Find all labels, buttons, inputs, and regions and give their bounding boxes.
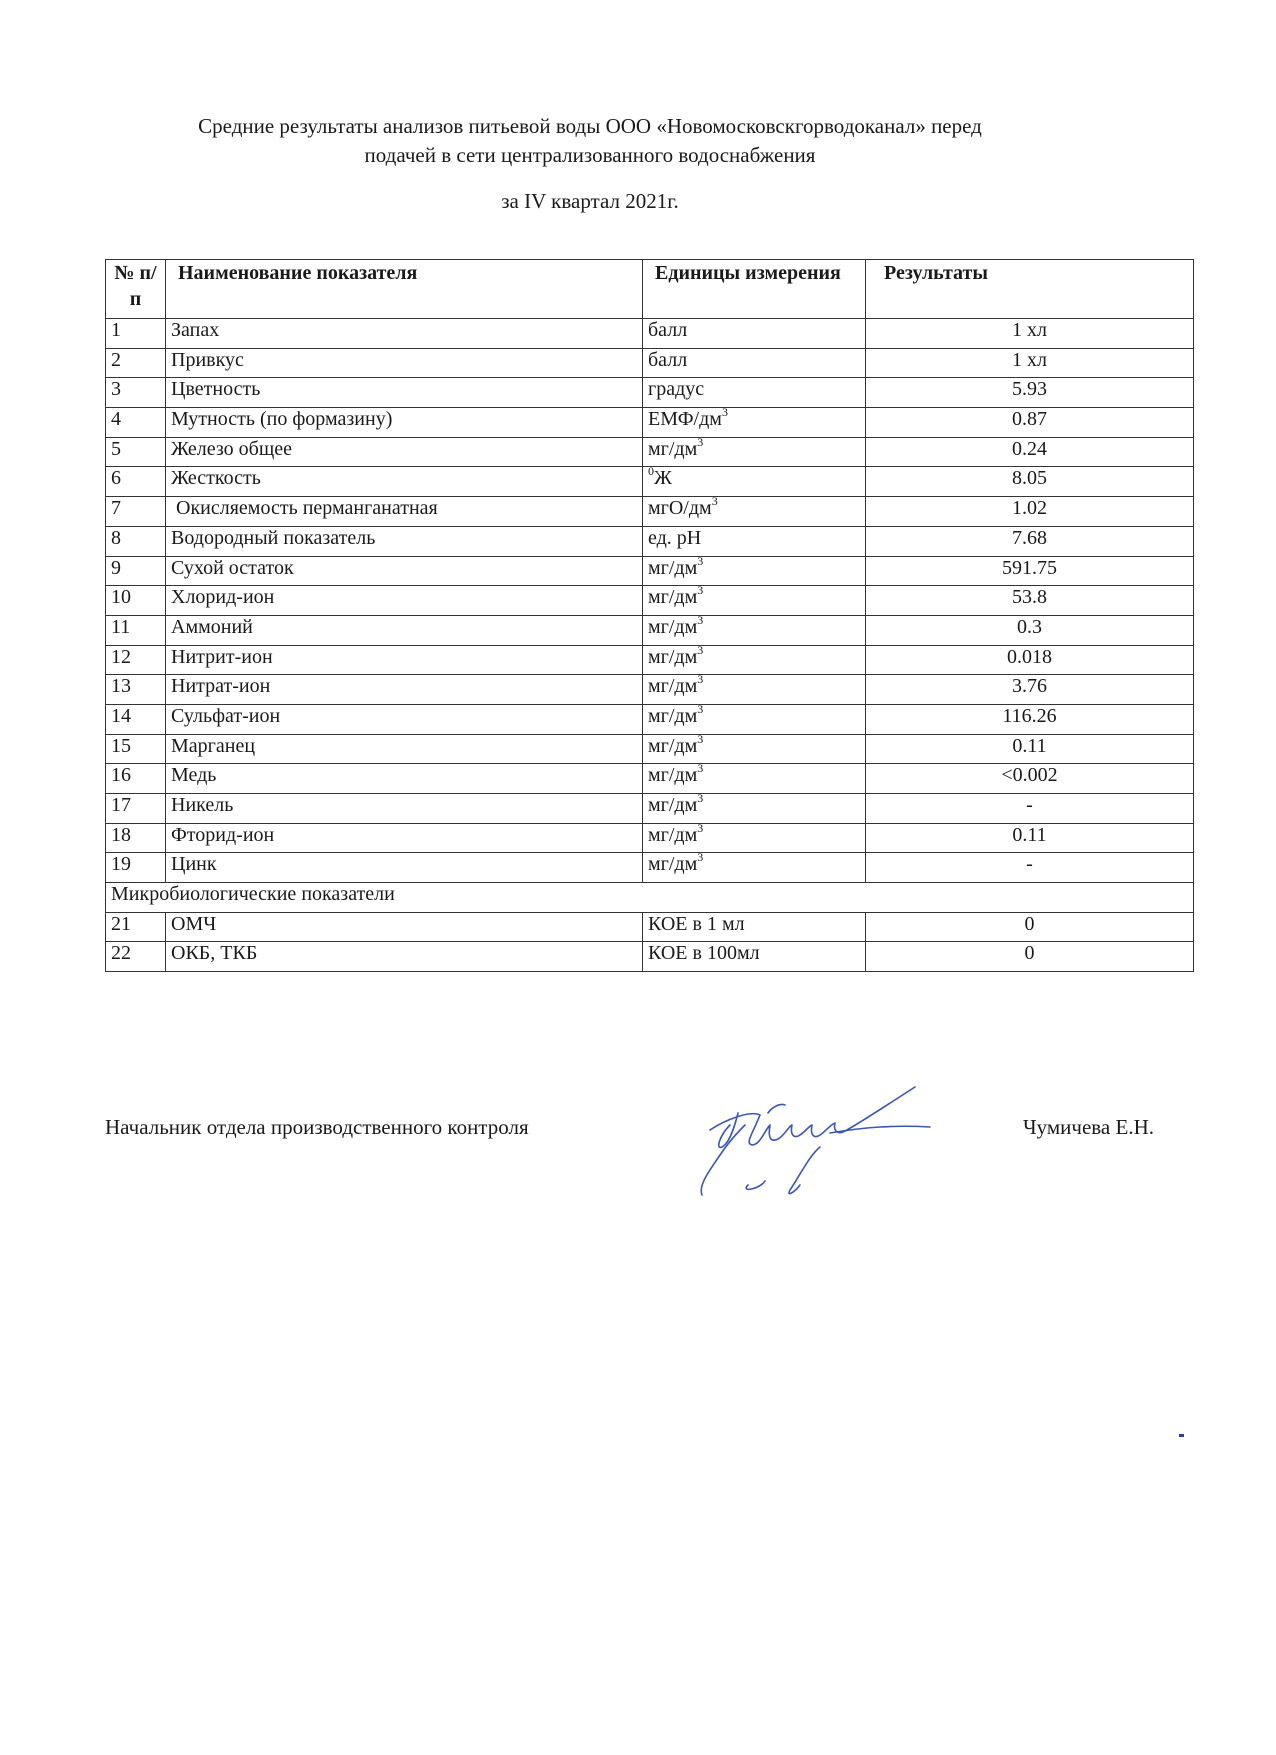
result-value: 0.11 xyxy=(866,823,1194,853)
result-value: 591.75 xyxy=(866,556,1194,586)
indicator-name: Сульфат-ион xyxy=(166,704,643,734)
unit-of-measure xyxy=(643,912,866,942)
table-row xyxy=(106,586,1194,616)
unit-text: ЕМФ/дм xyxy=(648,408,722,431)
indicator-name: Медь xyxy=(166,764,643,794)
row-number: 13 xyxy=(106,675,166,705)
unit-text: КОЕ в 1 мл xyxy=(648,912,745,935)
unit-of-measure xyxy=(643,556,866,586)
row-number: 15 xyxy=(106,734,166,764)
header-unit: Единицы измерения xyxy=(643,260,866,319)
indicator-name: Цинк xyxy=(166,853,643,883)
table-row xyxy=(106,704,1194,734)
unit-text: мг/дм xyxy=(648,556,698,579)
row-number: 21 xyxy=(106,912,166,942)
indicator-name: Марганец xyxy=(166,734,643,764)
table-row xyxy=(106,912,1194,942)
indicator-name: Хлорид-ион xyxy=(166,586,643,616)
signatory-name: Чумичева Е.Н. xyxy=(1023,1115,1154,1139)
result-value: 1.02 xyxy=(866,497,1194,527)
unit-of-measure xyxy=(643,437,866,467)
indicator-name: Аммоний xyxy=(166,615,643,645)
table-row xyxy=(106,645,1194,675)
indicator-name: Нитрат-ион xyxy=(166,675,643,705)
unit-text: КОЕ в 100мл xyxy=(648,942,760,965)
scan-ink-mark xyxy=(1179,1434,1184,1437)
row-number: 2 xyxy=(106,348,166,378)
result-value: 0 xyxy=(866,942,1194,972)
result-value: 0.018 xyxy=(866,645,1194,675)
indicator-name: Окисляемость перманганатная xyxy=(166,497,643,527)
unit-superscript: 3 xyxy=(711,496,718,509)
unit-text: балл xyxy=(648,319,688,341)
table-row xyxy=(106,823,1194,853)
unit-text: Ж xyxy=(654,467,672,490)
row-number: 16 xyxy=(106,764,166,794)
unit-text: мг/дм xyxy=(648,764,698,787)
row-number: 17 xyxy=(106,794,166,824)
row-number: 1 xyxy=(106,319,166,349)
table-row xyxy=(106,734,1194,764)
unit-of-measure xyxy=(643,586,866,616)
indicator-name: Фторид-ион xyxy=(166,823,643,853)
unit-text: мг/дм xyxy=(648,853,698,876)
unit-text: градус xyxy=(648,378,705,401)
table-header-row xyxy=(106,260,1194,319)
section-label: Микробиологические показатели xyxy=(106,883,1194,913)
table-row xyxy=(106,675,1194,705)
unit-of-measure xyxy=(643,823,866,853)
table-row xyxy=(106,378,1194,408)
row-number: 22 xyxy=(106,942,166,972)
header-num: № п/п xyxy=(106,260,166,319)
row-number: 8 xyxy=(106,526,166,556)
row-number: 3 xyxy=(106,378,166,408)
unit-prefix-superscript: 0 xyxy=(648,466,654,479)
unit-text: мг/дм xyxy=(648,615,698,638)
row-number: 18 xyxy=(106,823,166,853)
table-row xyxy=(106,348,1194,378)
unit-of-measure xyxy=(643,319,866,349)
unit-superscript: 3 xyxy=(721,407,728,420)
table-row xyxy=(106,408,1194,438)
indicator-name: Жесткость xyxy=(166,467,643,497)
result-value: - xyxy=(866,794,1194,824)
result-value: 1 хл xyxy=(866,348,1194,378)
row-number: 7 xyxy=(106,497,166,527)
unit-of-measure xyxy=(643,497,866,527)
unit-text: мг/дм xyxy=(648,675,698,698)
indicator-name: Никель xyxy=(166,794,643,824)
indicator-name: ОКБ, ТКБ xyxy=(166,942,643,972)
unit-of-measure xyxy=(643,942,866,972)
unit-of-measure xyxy=(643,615,866,645)
table-row xyxy=(106,467,1194,497)
row-number: 4 xyxy=(106,408,166,438)
document-period: за IV квартал 2021г. xyxy=(501,189,679,213)
unit-superscript: 3 xyxy=(697,793,704,805)
table-row xyxy=(106,526,1194,556)
unit-superscript: 3 xyxy=(697,852,704,865)
micro-table-body xyxy=(106,912,1194,971)
table-row xyxy=(106,615,1194,645)
unit-of-measure xyxy=(643,526,866,556)
indicator-name: Цветность xyxy=(166,378,643,408)
result-value: 0.11 xyxy=(866,734,1194,764)
indicator-name: ОМЧ xyxy=(166,912,643,942)
indicator-name: Водородный показатель xyxy=(166,526,643,556)
indicator-name: Привкус xyxy=(166,348,643,378)
row-number: 5 xyxy=(106,437,166,467)
unit-of-measure xyxy=(643,675,866,705)
result-value: 0.3 xyxy=(866,615,1194,645)
table-body xyxy=(106,319,1194,883)
unit-of-measure xyxy=(643,348,866,378)
unit-superscript: 3 xyxy=(697,674,704,687)
result-value: 0.24 xyxy=(866,437,1194,467)
document-title-line-1: Средние результаты анализов питьевой воды ООО «Новомосковскгорводоканал» перед xyxy=(198,114,982,138)
row-number: 14 xyxy=(106,704,166,734)
table-row xyxy=(106,437,1194,467)
unit-superscript: 3 xyxy=(697,645,704,657)
unit-superscript: 3 xyxy=(697,734,704,746)
result-value: 1 хл xyxy=(866,319,1194,349)
unit-superscript: 3 xyxy=(697,615,704,627)
document-title-line-2: подачей в сети централизованного водоснабжения xyxy=(364,143,816,167)
unit-text: балл xyxy=(648,348,688,371)
header-result: Результаты xyxy=(866,260,1194,319)
unit-superscript: 3 xyxy=(697,585,704,598)
unit-text: мг/дм xyxy=(648,734,698,757)
result-value: 8.05 xyxy=(866,467,1194,497)
document-title xyxy=(110,112,1070,170)
unit-text: мг/дм xyxy=(648,704,698,727)
results-table xyxy=(105,259,1194,972)
unit-superscript: 3 xyxy=(697,556,704,568)
handwritten-signature-icon xyxy=(690,1085,960,1200)
unit-of-measure xyxy=(643,734,866,764)
row-number: 19 xyxy=(106,853,166,883)
indicator-name: Сухой остаток xyxy=(166,556,643,586)
unit-of-measure xyxy=(643,378,866,408)
table-row xyxy=(106,556,1194,586)
unit-text: мгО/дм xyxy=(648,497,712,520)
section-row xyxy=(106,883,1194,913)
result-value: 5.93 xyxy=(866,378,1194,408)
unit-of-measure xyxy=(643,794,866,824)
result-value: 0 xyxy=(866,912,1194,942)
result-value: 0.87 xyxy=(866,408,1194,438)
unit-text: мг/дм xyxy=(648,586,698,609)
result-value: 53.8 xyxy=(866,586,1194,616)
unit-superscript: 3 xyxy=(697,704,704,716)
unit-of-measure xyxy=(643,704,866,734)
unit-superscript: 3 xyxy=(697,763,704,776)
unit-of-measure xyxy=(643,764,866,794)
indicator-name: Железо общее xyxy=(166,437,643,467)
unit-of-measure xyxy=(643,645,866,675)
unit-of-measure xyxy=(643,408,866,438)
table-row xyxy=(106,942,1194,972)
unit-text: ед. рН xyxy=(648,526,702,549)
result-value: - xyxy=(866,853,1194,883)
table-row xyxy=(106,319,1194,349)
unit-text: мг/дм xyxy=(648,437,698,460)
unit-superscript: 3 xyxy=(697,823,704,835)
indicator-name: Нитрит-ион xyxy=(166,645,643,675)
micro-section xyxy=(106,883,1194,913)
row-number: 11 xyxy=(106,615,166,645)
indicator-name: Мутность (по формазину) xyxy=(166,408,643,438)
signatory-role: Начальник отдела производственного контроля xyxy=(105,1115,529,1139)
row-number: 6 xyxy=(106,467,166,497)
unit-text: мг/дм xyxy=(648,645,698,668)
table-row xyxy=(106,497,1194,527)
header-name: Наименование показателя xyxy=(166,260,643,319)
result-value: 7.68 xyxy=(866,526,1194,556)
row-number: 10 xyxy=(106,586,166,616)
result-value: 3.76 xyxy=(866,675,1194,705)
unit-text: мг/дм xyxy=(648,823,698,846)
result-value: 116.26 xyxy=(866,704,1194,734)
unit-superscript: 3 xyxy=(697,437,704,449)
table-row xyxy=(106,853,1194,883)
table-row xyxy=(106,764,1194,794)
row-number: 12 xyxy=(106,645,166,675)
table-row xyxy=(106,794,1194,824)
unit-of-measure xyxy=(643,853,866,883)
unit-text: мг/дм xyxy=(648,794,698,816)
result-value: <0.002 xyxy=(866,764,1194,794)
indicator-name: Запах xyxy=(166,319,643,349)
unit-of-measure xyxy=(643,467,866,497)
row-number: 9 xyxy=(106,556,166,586)
